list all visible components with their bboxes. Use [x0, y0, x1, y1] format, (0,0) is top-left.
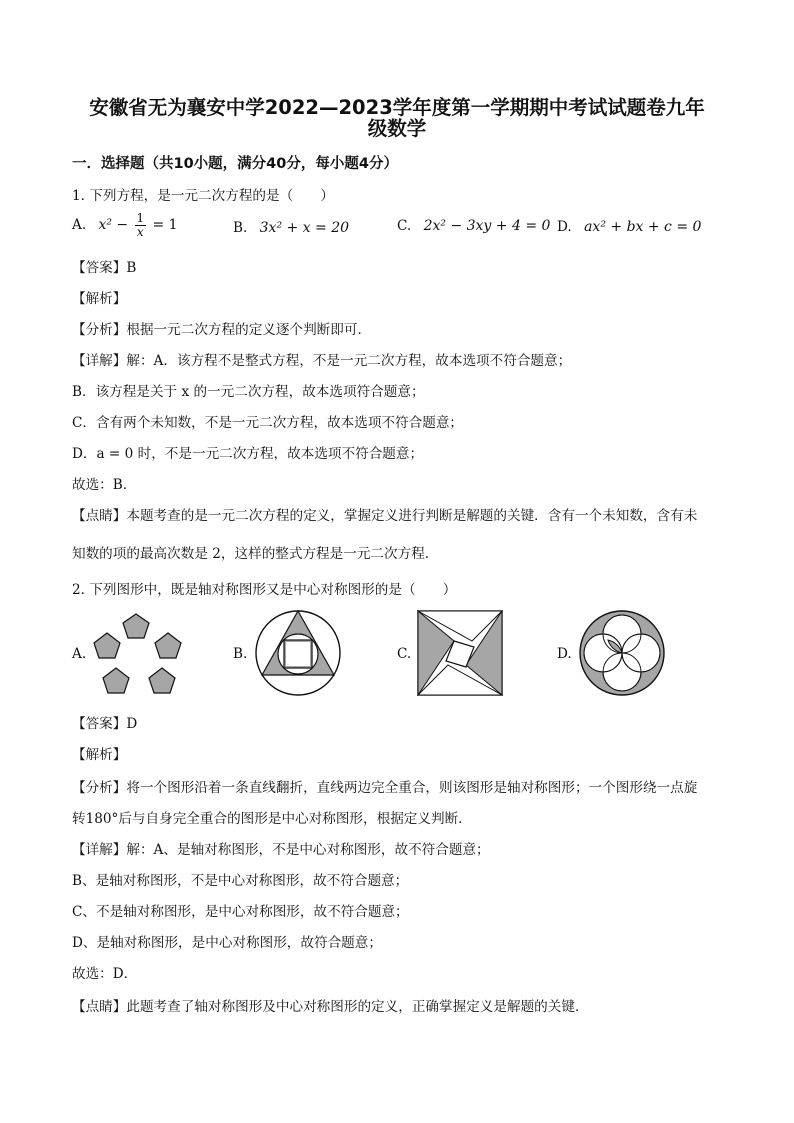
q1-detail-4: D．a = 0 时，不是一元二次方程，故本选项不符合题意；: [72, 446, 424, 462]
q1-option-c-expr: 2x² − 3xy + 4 = 0: [423, 218, 551, 234]
q1-detail-2: B．该方程是关于 x 的一元二次方程，故本选项符合题意；: [72, 384, 425, 400]
q1-comment-1: 【点睛】本题考查的是一元二次方程的定义，掌握定义进行判断是解题的关键．含有一个未知数，含有未: [72, 508, 698, 524]
doc-title-line2: 级数学: [367, 117, 427, 140]
q1-jiexi: 【解析】: [72, 291, 127, 307]
q1-option-a-label: A.: [72, 217, 87, 233]
q1-detail-3: C．含有两个未知数，不是一元二次方程，故本选项不符合题意；: [72, 415, 464, 431]
q2-detail-3: C、不是轴对称图形，是中心对称图形，故不符合题意；: [72, 904, 409, 920]
q1-option-a-pre: x² −: [98, 217, 129, 233]
pentagon-ring-figure: [92, 610, 188, 698]
q1-option-b: [233, 220, 349, 236]
q2-option-a-label: A.: [72, 646, 87, 662]
q2-analysis-2: 转180°后与自身完全重合的图形是中心对称图形，根据定义判断．: [72, 811, 472, 827]
q2-answer: 【答案】D: [72, 716, 138, 732]
q2-option-c-label: C.: [397, 646, 412, 662]
q2-detail-4: D、是轴对称图形，是中心对称图形，故符合题意；: [72, 935, 382, 951]
q1-option-b-label: B.: [233, 220, 248, 236]
q1-option-d-expr: ax² + bx + c = 0: [584, 219, 702, 235]
q2-analysis-1: 【分析】将一个图形沿着一条直线翻折，直线两边完全重合，则该图形是轴对称图形；一个图形绕一点旋: [72, 780, 698, 796]
q1-option-a: [72, 212, 178, 239]
q1-detail-1: 【详解】解：A．该方程不是整式方程，不是一元二次方程，故本选项不符合题意；: [72, 353, 572, 369]
q1-stem: 1. 下列方程，是一元二次方程的是（ ）: [72, 188, 334, 204]
circle-triangle-figure: [254, 609, 342, 697]
q1-option-b-expr: 3x² + x = 20: [259, 220, 350, 236]
q1-option-d-label: D.: [557, 219, 572, 235]
q2-comment: 【点睛】此题考查了轴对称图形及中心对称图形的定义，正确掌握定义是解题的关键．: [72, 999, 589, 1015]
q2-stem: 2. 下列图形中，既是轴对称图形又是中心对称图形的是（ ）: [72, 582, 457, 598]
q1-option-a-denominator: x: [136, 225, 144, 239]
q1-option-c: [397, 218, 550, 234]
q1-option-a-numerator: 1: [136, 211, 145, 225]
q2-choose: 故选：D．: [72, 966, 138, 982]
q1-answer: 【答案】B: [72, 260, 137, 276]
four-petal-circle-figure: [578, 609, 666, 697]
section-heading: 一．选择题（共10小题，满分40分，每小题4分）: [72, 156, 398, 172]
square-pinwheel-figure: [417, 610, 503, 696]
q2-option-d-label: D.: [557, 646, 572, 662]
q1-option-a-fraction: [135, 212, 147, 239]
q1-analysis: 【分析】根据一元二次方程的定义逐个判断即可．: [72, 322, 372, 338]
q1-comment-2: 知数的项的最高次数是 2，这样的整式方程是一元二次方程．: [72, 546, 439, 562]
q2-jiexi: 【解析】: [72, 747, 127, 763]
q1-option-a-post: = 1: [152, 217, 178, 233]
q1-choose: 故选：B．: [72, 477, 137, 493]
q2-detail-1: 【详解】解：A、是轴对称图形，不是中心对称图形，故不符合题意；: [72, 842, 490, 858]
q2-detail-2: B、是轴对称图形，不是中心对称图形，故不符合题意；: [72, 873, 409, 889]
doc-title-line1: 安徽省无为襄安中学2022—2023学年度第一学期期中考试试题卷九年: [89, 96, 705, 119]
q2-option-b-label: B.: [233, 646, 248, 662]
q1-option-c-label: C.: [397, 218, 412, 234]
q1-option-d: [557, 219, 701, 235]
